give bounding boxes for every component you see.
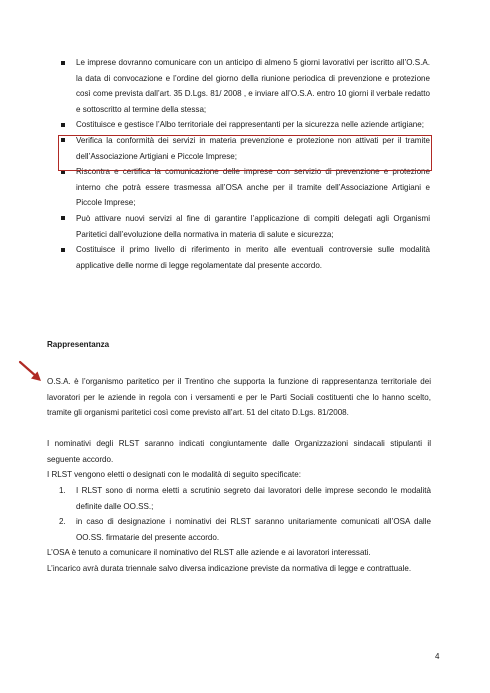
square-bullet-icon — [61, 216, 65, 220]
bullet-text: Costituisce e gestisce l’Albo territoriale dei rappresentanti per la sicurezza nelle aziende artigiane; — [76, 120, 424, 130]
arrow-down-right-icon — [18, 360, 44, 384]
bullet-text: Le imprese dovranno comunicare con un anticipo di almeno 5 giorni lavorativi per iscritto all’O.S.A. la data di convocazione e l’ordine del giorno della riunione periodica di prevenzione e protezione così come prevista dall’art. 35 D.Lgs. 81/ 2008 , e inviare all’O.S.A. entro 10 giorni il verbale redatto e sottoscritto al termine della stessa; — [76, 58, 430, 114]
bullet-text: Può attivare nuovi servizi al fine di garantire l’applicazione di compiti delegati agli Organismi Paritetici dall’evoluzione della normativa in materia di salute e sicurezza; — [76, 213, 430, 239]
bullet-text: Verifica la conformità dei servizi in materia prevenzione e protezione non attivati per il tramite dell’Associazione Artigiani e Piccole Imprese; — [76, 135, 430, 161]
highlight-box — [58, 135, 432, 171]
section-title: Rappresentanza — [47, 340, 110, 349]
bullet-item — [58, 55, 430, 117]
paragraph: L’incarico avrà durata triennale salvo diversa indicazione previste da normativa di legge e contrattuale. — [47, 564, 412, 573]
list-item — [47, 514, 431, 545]
paragraph: I RLST vengono eletti o designati con le modalità di seguito specificate: — [47, 470, 301, 479]
list-item — [47, 483, 431, 514]
paragraph: O.S.A. è l’organismo paritetico per il Trentino che supporta la funzione di rappresentanza territoriale dei lavoratori per le aziende in regola con i versamenti e per le Parti Sociali costituenti che lo hanno scelto, tramite gli organismi paritetici così come previsto all’art. 51 del citato D.Lgs. 81/2008. — [47, 377, 431, 418]
square-bullet-icon — [61, 123, 65, 127]
paragraph: I nominativi degli RLST saranno indicati congiuntamente dalle Organizzazioni sindacali stipulanti il seguente accordo. — [47, 439, 431, 464]
bullet-item — [58, 242, 430, 273]
list-text: in caso di designazione i nominativi dei RLST saranno unitariamente comunicati all’OSA dalle OO.SS. firmatarie del presente accordo. — [76, 517, 431, 542]
square-bullet-icon — [61, 248, 65, 252]
bullet-item — [58, 117, 430, 133]
list-text: I RLST sono di norma eletti a scrutinio segreto dai lavoratori delle imprese secondo le modalità definite dalle OO.SS.; — [76, 486, 431, 511]
bullet-item — [58, 164, 430, 211]
numbered-list — [47, 483, 431, 545]
bullet-text: Costituisce il primo livello di riferimento in merito alle eventuali controversie sulle modalità applicative delle norme di legge regolamentate dal presente accordo. — [76, 245, 430, 270]
paragraph: L’OSA è tenuto a comunicare il nominativo del RLST alle aziende e ai lavoratori interessati. — [47, 548, 371, 557]
bullet-item — [58, 211, 430, 242]
list-number: 2. — [59, 517, 66, 527]
square-bullet-icon — [61, 61, 65, 65]
bullet-text: Riscontra e certifica la comunicazione delle imprese con servizio di prevenzione e protezione interno che potrà essere trasmessa all’OSA anche per il tramite dell’Associazione Artigiani e Piccole Imprese; — [76, 167, 430, 208]
list-number: 1. — [59, 486, 66, 495]
page-number: 4 — [435, 652, 440, 661]
